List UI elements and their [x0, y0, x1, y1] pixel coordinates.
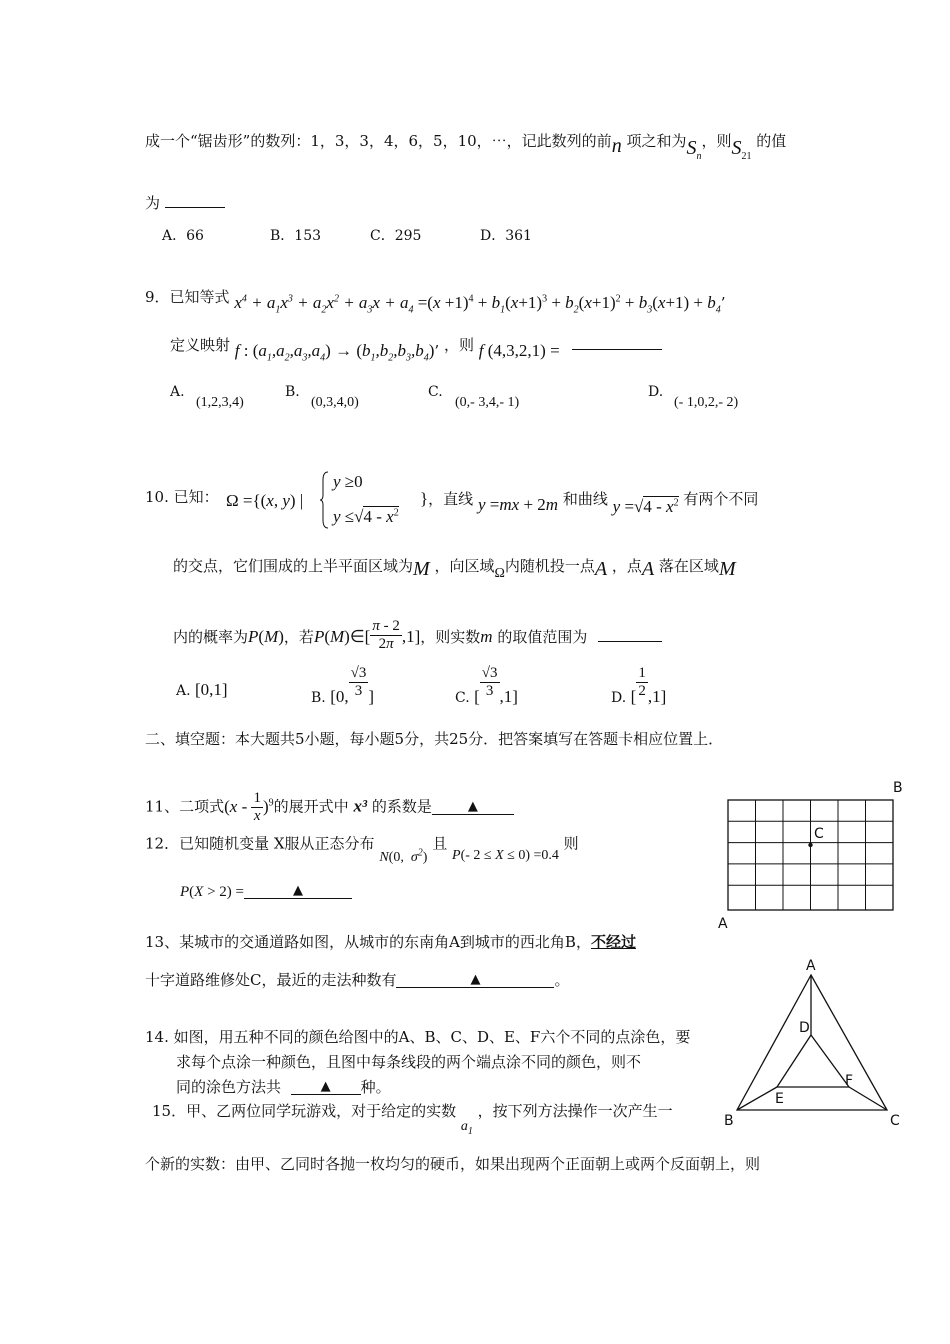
q9-map: f : $(a_1,a_2,a_3,a_4) \to (b_1,b_2,b_3,b_4)$ [234, 341, 435, 364]
q10-m: m [480, 626, 493, 646]
q11-mid: 的展开式中 [273, 797, 349, 816]
q8-s21: $S_{21}$ [731, 137, 752, 162]
q8-text: 成一个“锯齿形”的数列：1，3，3，4，6，5，10，⋯，记此数列的前 [145, 132, 612, 150]
q10-curve-eq: $y =√4 - x^2$ [612, 497, 679, 516]
q9-line2: 定义映射 f : $(a_1,a_2,a_3,a_4) \to (b_1,b_2,b_3,b_4)$’ ，则 f (4,3,2,1) = [170, 336, 662, 357]
q10-line3-a: 内的概率为 [173, 627, 249, 646]
inner-triangle [777, 1035, 849, 1087]
q9-option-a-letter: A. [170, 384, 185, 400]
triangle-figure [725, 965, 905, 1115]
q14-text3: 同的涂色方法共 [176, 1078, 282, 1096]
q10-line2-a: 的交点，它们围成的上半平面区域为 [173, 557, 414, 575]
outer-triangle [737, 975, 887, 1110]
q10-line2 [173, 555, 736, 581]
q10-label: 10. 已知： [145, 488, 219, 506]
q10-line-eq: y =mx + 2m [477, 495, 559, 514]
q8-then: ，则 [701, 132, 732, 150]
q15-line2: 个新的实数：由甲、乙同时各抛一枚均匀的硬币，如果出现两个正面朝上或两个反面朝上，则 [145, 1155, 761, 1173]
q14-blank: ▲ [291, 1080, 361, 1095]
q9-blank [572, 339, 662, 350]
tri-label-f: F [845, 1073, 854, 1089]
tri-label-b: B [724, 1113, 734, 1129]
q9-then: ，则 [443, 336, 474, 354]
q11-label: 11、二项式 [145, 797, 225, 816]
q8-line2 [145, 193, 225, 211]
q8-option-d: D．361 [480, 228, 532, 244]
q10-pm-range: P(M)∈[ [313, 626, 371, 646]
q13-line1 [145, 935, 636, 950]
q8-sn: $S_n$ [686, 137, 702, 162]
q10-line1-rest: }，直线 y =mx + 2m 和曲线 $y =√4 - x^2$ 有两个不同 [420, 489, 759, 516]
q10-mid: ，直线 [428, 490, 474, 508]
q10-line3: 内的概率为P(M)，若P(M)∈[ $\frac{\pi - 2}{2\pi}$ ,1]，则实数m 的取值范围为 [173, 620, 662, 656]
q9-option-b: (0,3,4,0) [311, 395, 359, 410]
q15-text: 15．甲、乙两位同学玩游戏，对于给定的实数 [152, 1102, 457, 1120]
q10-omega-set: Ω ={(x, y) | [226, 491, 304, 510]
grid-lines [728, 800, 893, 910]
q10-option-d: D. [ $\frac{1}{2}$ ,1] [611, 665, 667, 706]
tri-label-a: A [806, 958, 816, 974]
q9-option-c-letter: C. [428, 384, 443, 400]
grid-label-a: A [718, 916, 728, 932]
q10-mid2: 和曲线 [562, 490, 608, 508]
q13-blank: ▲ [396, 973, 554, 988]
q12-prob: P(- 2 ≤ X ≤ 0) =0.4 [452, 847, 559, 863]
q10-line3-b: ，若 [283, 627, 314, 646]
q10-A2: A [641, 558, 655, 580]
q9-option-c: (0,- 3,4,- 1) [455, 395, 520, 410]
q10-cond1: y ≥0 [333, 472, 363, 491]
q10-cond2: $y \le√4 - x^2$ [333, 507, 399, 526]
q13-end: 。 [554, 971, 570, 989]
q8-option-b: B．153 [270, 228, 322, 244]
q10-option-a: A. [0,1] [176, 680, 228, 699]
q13-text2: 十字道路维修处C，最近的走法种数有 [145, 971, 397, 989]
q10-end: 有两个不同 [683, 490, 759, 508]
q11-line [145, 790, 514, 826]
q11-blank: ▲ [432, 800, 514, 815]
q10-line2-c: 内随机投一点 [504, 557, 595, 575]
q11-x3: x³ [353, 796, 368, 816]
q10-option-c: C. [ $\frac{√3}{3}$ ,1] [455, 665, 518, 706]
q8-option-c: C．295 [370, 228, 422, 244]
q8-end: 的值 [756, 132, 787, 150]
q12-px2: P(X > 2) = [180, 884, 245, 900]
q11-end: 的系数是 [371, 797, 432, 816]
q8-line2-text: 为 [145, 194, 161, 212]
q10-omega: Ω [494, 566, 505, 581]
q15-line1 [152, 1102, 673, 1137]
q8-line1 [145, 130, 787, 162]
point-c [808, 843, 812, 847]
q9-define: 定义映射 [170, 336, 231, 354]
q14-line3 [176, 1080, 391, 1095]
section2-heading: 二、填空题：本大题共5小题，每小题5分，共25分．把答案填写在答题卡相应位置上． [145, 730, 724, 748]
q9-identity: $x^4 + a_1x^3 + a_2x^2 + a_3x + a_4 =(x +1)^4 + b_1(x+1)^3 + b_2(x+1)^2 + b_3(x+1) + b_4$ [234, 293, 721, 316]
q13-emph: 不经过 [590, 933, 636, 951]
tri-label-c: C [890, 1113, 900, 1129]
tri-label-d: D [799, 1020, 810, 1036]
q12-blank: ▲ [244, 884, 352, 899]
grid-label-c: C [814, 826, 824, 842]
q15-a1: $a_1$ [460, 1119, 473, 1137]
q9-line1: 9．已知等式 $x^4 + a_1x^3 + a_2x^2 + a_3x + a_4 =(x +1)^4 + b_1(x+1)^3 + b_2(x+1)^2 + b_3(x+1) + b_4$’ [145, 288, 726, 316]
q9-option-d: (- 1,0,2,- 2) [674, 395, 739, 410]
q10-line2-d: ，点 [611, 557, 642, 575]
q12-line2 [180, 884, 352, 900]
q8-n: n [611, 135, 622, 157]
street-grid-figure [720, 790, 900, 920]
q10-line2-e: 落在区域 [658, 557, 719, 575]
q8-blank [165, 193, 225, 208]
q15-text-end: ，按下列方法操作一次产生一 [477, 1102, 673, 1120]
segment-cf [849, 1087, 887, 1110]
q10-A1: A [594, 558, 608, 580]
grid-label-b: B [893, 780, 903, 796]
q8-option-a: A．66 [162, 228, 204, 244]
q9-option-d-letter: D. [648, 384, 664, 400]
q8-mid: 项之和为 [626, 132, 687, 150]
q12-line1 [145, 834, 579, 865]
q10-M2: M [718, 558, 736, 580]
q10-brace [320, 470, 330, 530]
q10-M1: M [413, 558, 430, 580]
q13-text: 13、某城市的交通道路如图，从城市的东南角A到城市的西北角B， [145, 933, 591, 951]
q11-binomial: (x - $\frac{1}{x}$ )$^9$ [224, 790, 274, 825]
q12-end: 则 [563, 834, 579, 853]
q14-end: 种。 [360, 1078, 391, 1096]
q9-label: 9．已知等式 [145, 288, 230, 306]
q10-line2-b: ，向区域 [434, 557, 495, 575]
q12-label: 12．已知随机变量 X服从正态分布 [145, 834, 375, 853]
q10-pm: P(M) [248, 626, 284, 646]
q10-blank [598, 627, 662, 642]
q12-mid: 且 [432, 834, 448, 853]
q9-option-a: (1,2,3,4) [196, 395, 244, 410]
q13-line2 [145, 973, 570, 988]
q12-normal: N(0, $\sigma^2$) [379, 847, 428, 865]
q9-f-value: f (4,3,2,1) = [478, 341, 560, 360]
q14-line2: 求每个点涂一种颜色，且图中每条线段的两个端点涂不同的颜色，则不 [176, 1053, 642, 1071]
q10-line3-d: 的取值范围为 [497, 627, 588, 646]
q10-frac: $\frac{\pi - 2}{2\pi}$ [372, 618, 400, 653]
q10-line3-c: ，则实数 [420, 627, 481, 646]
q10-option-b: B. [0, $\frac{√3}{3}$ ] [311, 665, 375, 706]
q9-option-b-letter: B. [285, 384, 300, 400]
tri-label-e: E [775, 1091, 784, 1107]
q14-line1: 14. 如图，用五种不同的颜色给图中的A、B、C、D、E、F六个不同的点涂色，要 [145, 1028, 691, 1046]
